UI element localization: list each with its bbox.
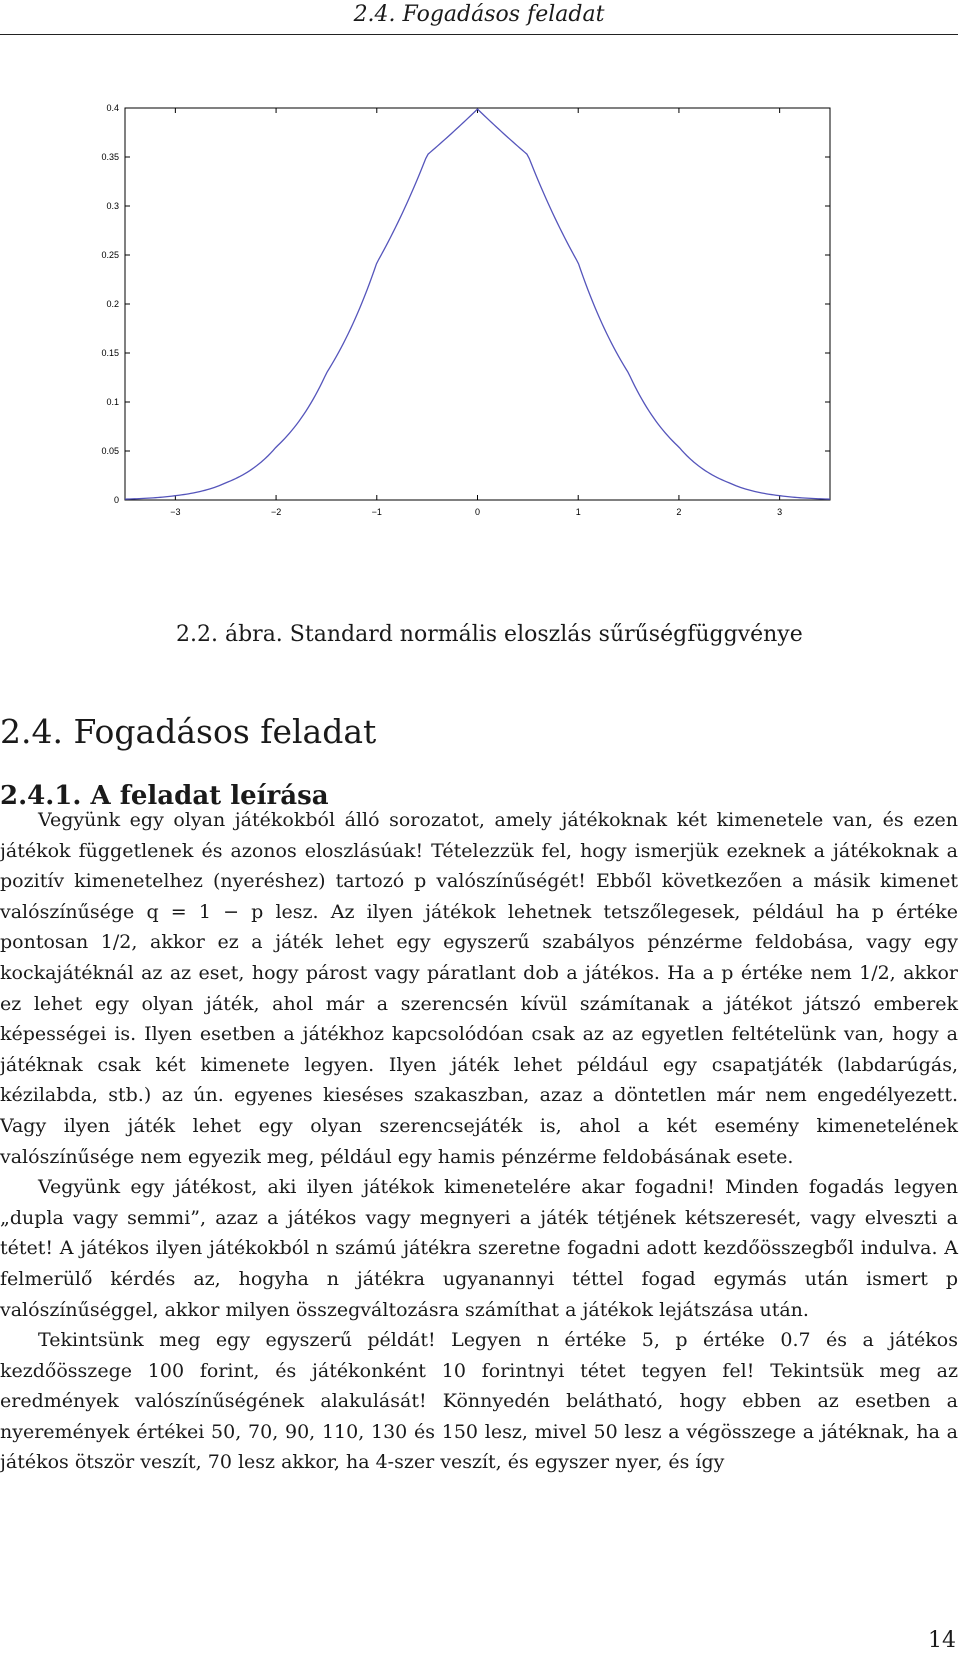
- x-tick-label: −3: [170, 507, 181, 517]
- x-tick-label: 0: [474, 507, 481, 517]
- y-tick-label: 0.35: [101, 152, 119, 162]
- y-tick-label: 0.4: [106, 103, 119, 113]
- y-tick-label: 0.15: [101, 348, 119, 358]
- figure-caption: 2.2. ábra. Standard normális eloszlás sűrűségfüggvénye: [176, 622, 803, 647]
- x-tick-label: −1: [371, 507, 382, 517]
- x-tick-label: −2: [270, 507, 282, 517]
- body-text: [0, 805, 958, 1478]
- x-tick-label: 2: [676, 507, 682, 517]
- paragraph: Tekintsünk meg egy egyszerű példát! Legyen n értéke 5, p értéke 0.7 és a játékos kezdőösszege 100 forint, és játékonként 10 forintnyi tétet tegyen fel! Tekintsük meg az eredmények valószínűségének alakulását! Könnyedén belátható, hogy ebben az esetben a nyeremények értékei 50, 70, 90, 110, 130 és 150 lesz, mivel 50 lesz a végösszege a játéknak, ha a játékos ötször veszít, 70 lesz akkor, ha 4-szer veszít, és egyszer nyer, és így: [0, 1329, 958, 1474]
- x-tick-label: 3: [777, 507, 783, 517]
- y-tick-label: 0.2: [106, 299, 119, 309]
- y-tick-label: 0.25: [101, 250, 119, 260]
- plot-frame: [125, 108, 830, 500]
- page-number: 14: [928, 1628, 956, 1653]
- y-tick-label: 0.3: [106, 201, 119, 211]
- paragraph: Vegyünk egy játékost, aki ilyen játékok kimenetelére akar fogadni! Minden fogadás legyen „dupla vagy semmi”, azaz a játékos vagy megnyeri a játék tétjének kétszeresét, vagy elveszti a tétet! A játékos ilyen játékokból n számú játékra szeretne fogadni adott kezdőösszegből indulva. A felmerülő kérdés az, hogyha n játékra ugyanannyi téttel fogad egymás után ismert p valószínűséggel, akkor milyen összegváltozásra számíthat a játékok lejátszása után.: [0, 1176, 958, 1321]
- y-tick-label: 0.1: [106, 397, 119, 407]
- y-tick-label: 0: [113, 495, 119, 505]
- subsection-heading: 2.4.1. A feladat leírása: [0, 781, 329, 811]
- x-tick-label: 1: [575, 507, 581, 517]
- running-header: 2.4. Fogadásos feladat: [0, 0, 958, 35]
- y-tick-label: 0.05: [101, 446, 119, 456]
- section-heading: 2.4. Fogadásos feladat: [0, 712, 377, 752]
- paragraph: Vegyünk egy olyan játékokból álló sorozatot, amely játékoknak két kimenetele van, és ezen játékok függetlenek és azonos eloszlásúak! Tételezzük fel, hogy ismerjük ezeknek a játékoknak a pozitív kimenetelhez (nyeréshez) tartozó p valószínűségét! Ebből következően a másik kimenet valószínűsége q = 1 − p lesz. Az ilyen játékok lehetnek tetszőlegesek, például ha p értéke pontosan 1/2, akkor ez a játék lehet egy egyszerű szabályos pénzérme feldobása, vagy egy kockajátéknál az az eset, hogy párost vagy páratlant dob a játékos. Ha a p értéke nem 1/2, akkor ez lehet egy olyan játék, ahol már a szerencsén kívül számítanak a játékot játszó emberek képességei is. Ilyen esetben a játékhoz kapcsolódóan csak az az egyetlen feltételünk van, hogy a játéknak csak két kimenete legyen. Ilyen játék lehet például egy csapatjáték (labdarúgás, kézilabda, stb.) az ún. egyenes kieséses szakaszban, azaz a döntetlen már nem engedélyezett. Vagy ilyen játék lehet egy olyan szerencsejáték is, ahol a két esemény kimenetelének valószínűsége nem egyezik meg, például egy hamis pénzérme feldobásának esete.: [0, 809, 958, 1168]
- density-chart: [95, 100, 855, 530]
- series-line: [125, 109, 830, 499]
